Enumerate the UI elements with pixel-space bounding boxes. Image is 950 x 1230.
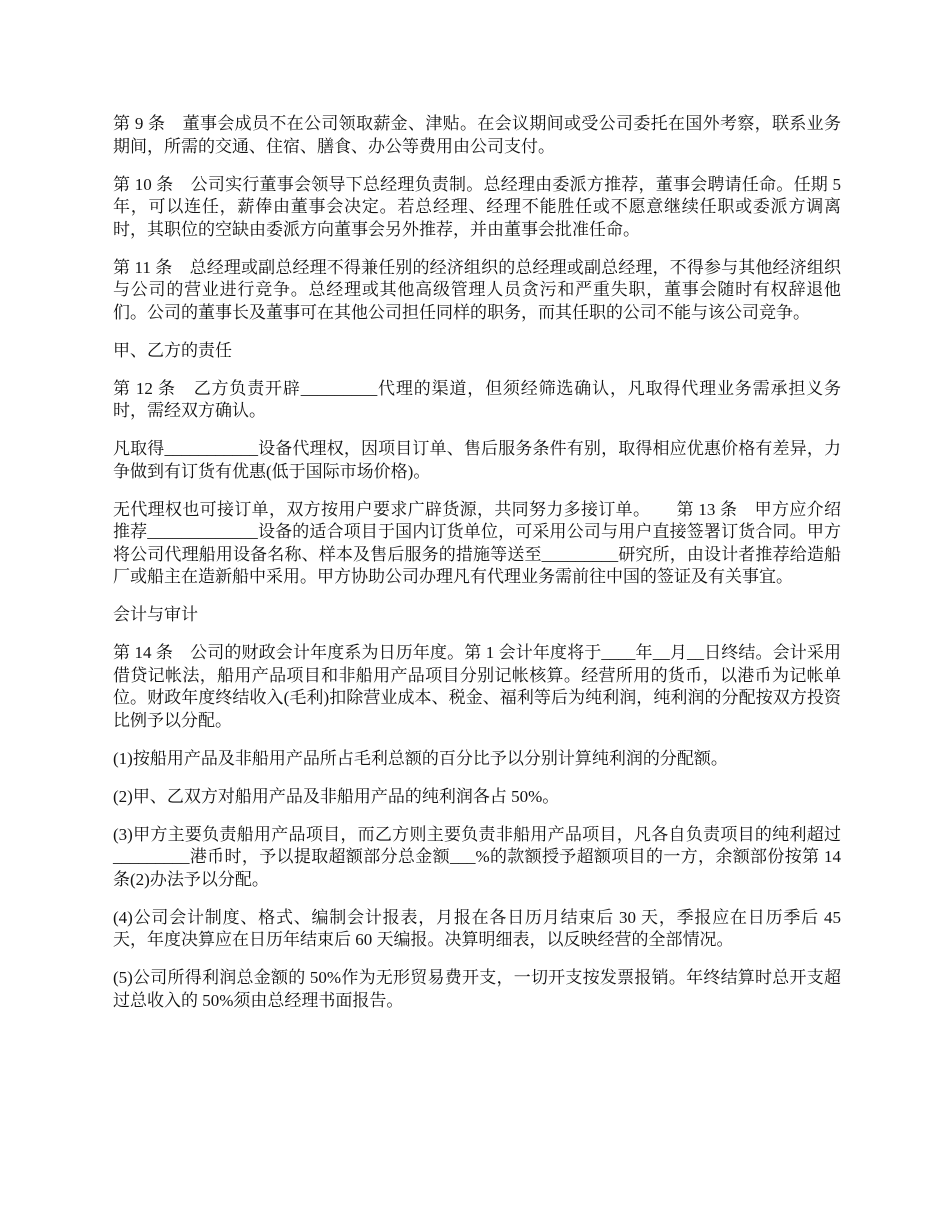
clause-1-paragraph: (1)按船用产品及非船用产品所占毛利总额的百分比予以分别计算纯利润的分配额。 (113, 748, 728, 768)
article-10-paragraph: 第 10 条 公司实行董事会领导下总经理负责制。总经理由委派方推荐，董事会聘请任命。任期 5 年，可以连任，薪俸由董事会决定。若总经理、经理不能胜任或不愿意继续任职或委派方调离时，其职位的空缺由委派方向董事会另外推荐，并由董事会批准任命。 (113, 174, 841, 239)
article-11-paragraph: 第 11 条 总经理或副总经理不得兼任别的经济组织的总经理或副总经理，不得参与其他经济组织与公司的营业进行竞争。总经理或其他高级管理人员贪污和严重失职，董事会随时有权辞退他们。公司的董事长及董事可在其他公司担任同样的职务，而其任职的公司不能与该公司竞争。 (113, 257, 841, 322)
clause-4-paragraph: (4)公司会计制度、格式、编制会计报表，月报在各日历月结束后 30 天，季报应在日历季后 45 天，年度决算应在日历年结束后 60 天编报。决算明细表，以反映经营的全部情况。 (113, 907, 841, 949)
clause-3-paragraph: (3)甲方主要负责船用产品项目，而乙方则主要负责非船用产品项目，凡各自负责项目的纯利超过_________港币时，予以提取超额部分总金额___%的款额授予超额项目的一方，余额部份按第 14 条(2)办法予以分配。 (113, 824, 841, 889)
clause-2-paragraph: (2)甲、乙双方对船用产品及非船用产品的纯利润各占 50%。 (113, 786, 560, 806)
section-heading-accounting: 会计与审计 (113, 605, 198, 624)
section-heading-responsibilities: 甲、乙方的责任 (113, 340, 232, 360)
article-9-paragraph: 第 9 条 董事会成员不在公司领取薪金、津贴。在会议期间或受公司委托在国外考察，联系业务期间，所需的交通、住宿、膳食、办公等费用由公司支付。 (113, 114, 841, 156)
article-13-paragraph: 无代理权也可接订单，双方按用户要求广辟货源，共同努力多接订单。 第 13 条 甲方应介绍推荐_____________设备的适合项目于国内订货单位，可采用公司与用户直接签署订货合同。甲方将公司代理船用设备名称、样本及售后服务的措施等送至_________研究所，由设计者推荐给造船厂或船主在造新船中采用。甲方协助公司办理凡有代理业务需前往中国的签证及有关事宜。 (113, 499, 841, 586)
clause-5-paragraph: (5)公司所得利润总金额的 50%作为无形贸易费开支，一切开支按发票报销。年终结算时总开支超过总收入的 50%须由总经理书面报告。 (113, 968, 841, 1010)
article-14-paragraph: 第 14 条 公司的财政会计年度系为日历年度。第 1 会计年度将于____年__月__日终结。会计采用借贷记帐法，船用产品项目和非船用产品项目分别记帐核算。经营所用的货币，以港币为记帐单位。财政年度终结收入(毛利)扣除营业成本、税金、福利等后为纯利润，纯利润的分配按双方投资比例予以分配。 (113, 643, 841, 730)
agency-rights-paragraph: 凡取得___________设备代理权，因项目订单、售后服务条件有别，取得相应优惠价格有差异，力争做到有订货有优惠(低于国际市场价格)。 (113, 439, 841, 481)
document-page (113, 113, 841, 1028)
article-12-paragraph: 第 12 条 乙方负责开辟_________代理的渠道，但须经筛选确认，凡取得代理业务需承担义务时，需经双方确认。 (113, 378, 841, 420)
